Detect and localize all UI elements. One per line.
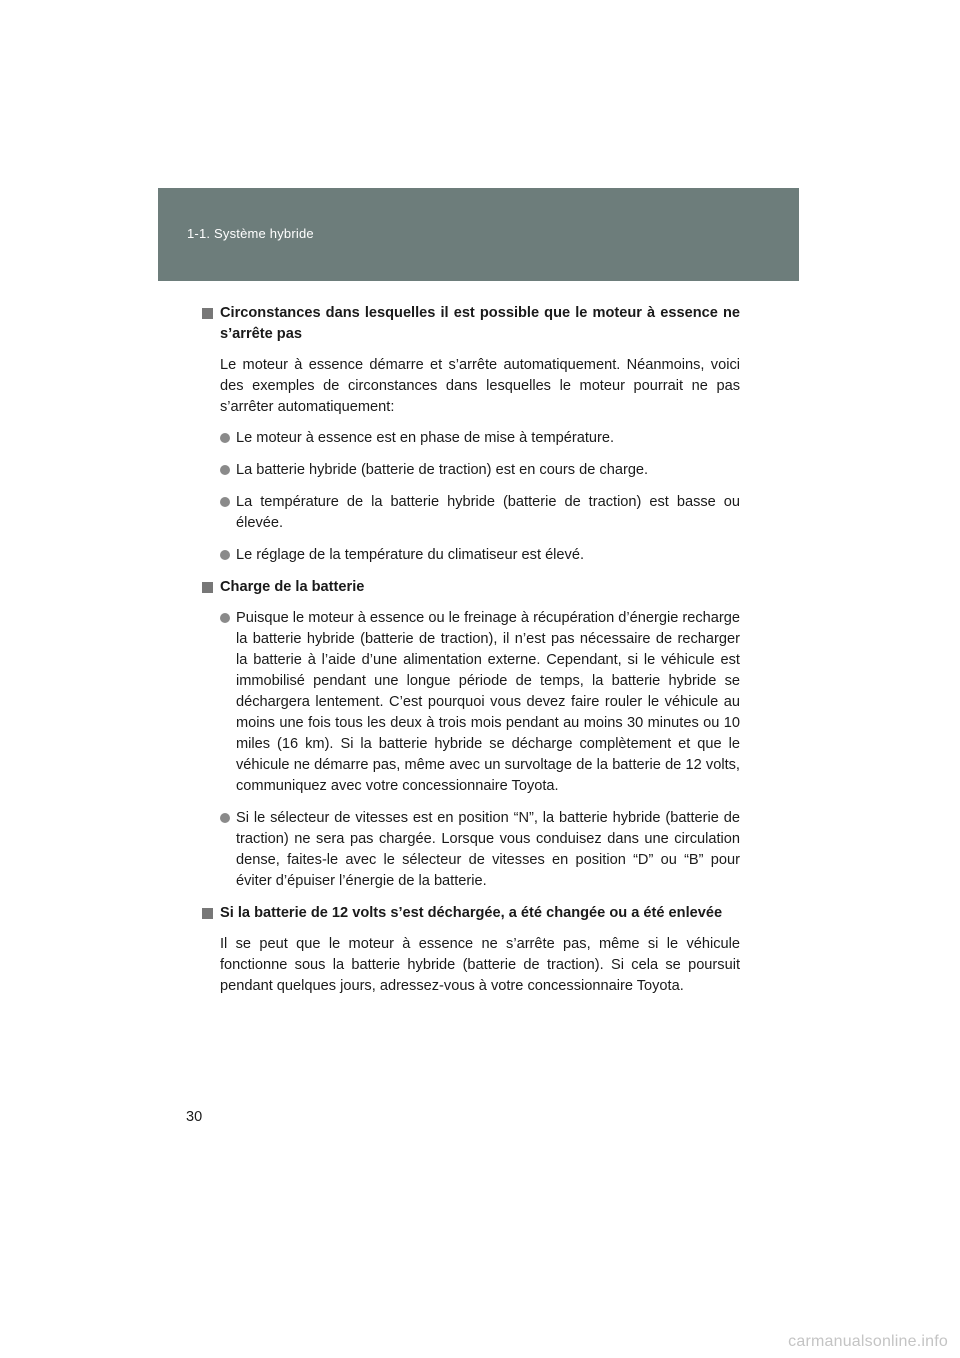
bullet-text: Si le sélecteur de vitesses est en position “N”, la batterie hybride (batterie de traction) ne sera pas chargée. Lorsque vous conduisez dans une circulation dense, faites-le avec le sélecteur de vitesses en position “D” ou “B” pour éviter d’épuiser l’énergie de la batterie. <box>236 810 740 889</box>
bullet-list <box>220 608 740 892</box>
circle-bullet-icon <box>220 550 230 560</box>
circle-bullet-icon <box>220 497 230 507</box>
section-battery-charge <box>202 577 740 892</box>
section-heading: Si la batterie de 12 volts s’est déchargée, a été changée ou a été enlevée <box>220 905 723 921</box>
square-bullet-icon <box>202 582 213 593</box>
square-bullet-icon <box>202 308 213 319</box>
section-heading-row <box>202 577 740 598</box>
circle-bullet-icon <box>220 813 230 823</box>
circle-bullet-icon <box>220 465 230 475</box>
section-heading-row <box>202 303 740 345</box>
page-number: 30 <box>186 1109 203 1125</box>
section-heading: Circonstances dans lesquelles il est possible que le moteur à essence ne s’arrête pas <box>220 305 740 342</box>
page-content <box>202 303 740 1007</box>
section-paragraph: Il se peut que le moteur à essence ne s’arrête pas, même si le véhicule fonctionne sous la batterie hybride (batterie de traction). Si cela se poursuit pendant quelques jours, adressez-vous à votre concessionnaire Toyota. <box>220 936 740 994</box>
section-12v-battery <box>202 903 740 997</box>
list-item <box>220 545 740 566</box>
list-item <box>220 608 740 797</box>
section-engine-stop <box>202 303 740 566</box>
list-item <box>220 492 740 534</box>
bullet-list <box>220 428 740 566</box>
list-item <box>220 808 740 892</box>
section-paragraph: Le moteur à essence démarre et s’arrête automatiquement. Néanmoins, voici des exemples de circonstances dans lesquelles le moteur pourrait ne pas s’arrêter automatiquement: <box>220 357 740 415</box>
section-label: 1-1. Système hybride <box>187 226 314 241</box>
list-item <box>220 460 740 481</box>
bullet-text: La température de la batterie hybride (batterie de traction) est basse ou élevée. <box>236 494 740 531</box>
circle-bullet-icon <box>220 433 230 443</box>
square-bullet-icon <box>202 908 213 919</box>
list-item <box>220 428 740 449</box>
bullet-text: Le réglage de la température du climatiseur est élevé. <box>236 547 585 563</box>
bullet-text: Puisque le moteur à essence ou le freinage à récupération d’énergie recharge la batterie hybride (batterie de traction), il n’est pas nécessaire de recharger la batterie à l’aide d’une alimentation externe. Cependant, si le véhicule est immobilisé pendant une longue période de temps, la batterie hybride se déchargera lentement. C’est pourquoi vous devez faire rouler le véhicule au moins une fois tous les deux à trois mois pendant au moins 30 minutes ou 10 miles (16 km). Si la batterie hybride se décharge complètement et que le véhicule ne démarre pas, même avec un survoltage de la batterie de 12 volts, communiquez avec votre concessionnaire Toyota. <box>236 610 740 794</box>
section-heading: Charge de la batterie <box>220 579 365 595</box>
bullet-text: Le moteur à essence est en phase de mise à température. <box>236 430 615 446</box>
watermark: carmanualsonline.info <box>788 1333 948 1350</box>
bullet-text: La batterie hybride (batterie de traction) est en cours de charge. <box>236 462 649 478</box>
section-header-band <box>158 188 799 281</box>
section-heading-row <box>202 903 740 924</box>
circle-bullet-icon <box>220 613 230 623</box>
